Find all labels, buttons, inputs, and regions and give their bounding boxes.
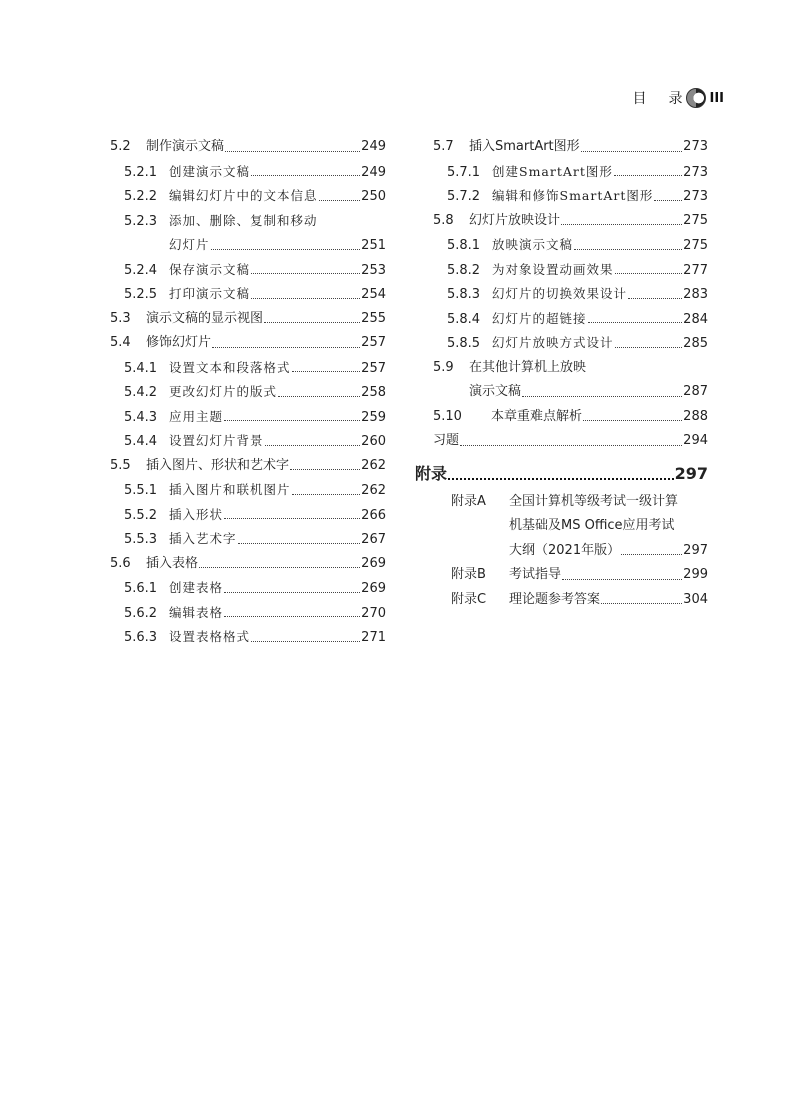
entry-number: 5.7.2 [447,189,481,204]
toc-entry[interactable] [110,429,386,454]
entry-number: 5.7 [433,139,454,154]
entry-page: 288 [683,408,708,424]
entry-title: 习题 [433,433,460,448]
toc-entry[interactable] [110,209,386,234]
leader-dots [561,224,682,225]
entry-page: 273 [683,189,708,204]
toc-entry[interactable] [433,258,708,283]
entry-title: 放映演示文稿 [492,237,574,252]
leader-dots [574,249,682,250]
toc-entry[interactable] [110,527,386,552]
toc-entry[interactable] [110,184,386,209]
leader-dots [251,298,360,299]
entry-number: 附录B [451,567,486,582]
entry-title: 幻灯片放映方式设计 [492,335,614,350]
toc-entry[interactable] [110,454,386,479]
entry-title: 插入图片、形状和艺术字 [146,457,290,473]
leader-dots [621,554,682,555]
toc-entry[interactable] [110,503,386,528]
appendix-page: 297 [674,463,708,483]
appendix-entry-continued[interactable] [433,514,708,539]
entry-number: 5.2.3 [124,213,158,229]
entry-number: 5.4.3 [124,409,158,425]
leader-dots [199,567,360,568]
entry-number: 5.8.3 [447,287,481,302]
leader-dots [265,445,361,446]
leader-dots [460,445,682,446]
entry-page: 294 [683,433,708,448]
entry-number: 5.4.2 [124,385,158,400]
entry-page: 269 [361,581,386,596]
leader-dots [522,396,682,397]
entry-number: 5.6.2 [124,605,158,621]
toc-entry[interactable] [433,160,708,185]
leader-dots [225,151,360,152]
toc-entry[interactable] [433,233,708,258]
entry-number: 5.2.4 [124,262,158,278]
entry-number: 5.8.5 [447,336,481,351]
entry-title: 幻灯片的切换效果设计 [492,286,628,301]
entry-number: 5.8.2 [447,262,481,278]
entry-page: 257 [361,360,386,376]
toc-entry[interactable] [433,209,708,234]
entry-title: 插入形状 [169,506,224,522]
entry-title: 制作演示文稿 [146,139,225,154]
leader-dots [251,175,360,176]
leader-dots [211,249,361,250]
entry-title-continued: 演示文稿 [469,384,522,399]
entry-page: 269 [361,555,386,571]
entry-page: 250 [361,189,386,204]
entry-page: 271 [361,630,386,645]
entry-page: 297 [683,542,708,558]
leader-dots [292,371,361,372]
entry-title: 在其他计算机上放映 [469,359,587,375]
leader-dots [601,603,682,604]
disc-icon [686,88,706,108]
toc-entry[interactable] [433,356,708,381]
toc-entry[interactable] [110,356,386,381]
leader-dots [614,175,682,176]
entry-title: 全国计算机等级考试一级计算 [509,493,679,509]
leader-dots [292,494,361,495]
entry-page: 285 [683,336,708,351]
entry-title: 编辑表格 [169,604,224,620]
header-title-1: 目 [632,91,647,107]
entry-page: 267 [361,532,386,547]
entry-page: 254 [361,287,386,302]
entry-title: 创建表格 [169,580,224,595]
entry-title: 插入SmartArt图形 [469,139,580,154]
leader-dots [224,592,360,593]
toc-entry[interactable] [110,601,386,626]
leader-dots [628,298,682,299]
leader-dots [615,347,683,348]
toc-entry-continued[interactable] [110,233,386,258]
entry-number: 5.6 [110,555,131,571]
entry-title: 应用主题 [169,408,224,424]
entry-number: 5.2.2 [124,189,158,204]
entry-page: 262 [361,483,386,498]
entry-title: 插入图片和联机图片 [169,482,291,497]
entry-title: 创建SmartArt图形 [492,163,613,179]
toc-left-column [110,135,386,650]
toc-entry[interactable] [433,331,708,356]
entry-title: 本章重难点解析 [491,408,583,424]
entry-number: 5.5.3 [124,532,158,547]
entry-page: 249 [361,164,386,180]
entry-page: 275 [683,238,708,253]
leader-dots [224,420,360,421]
entry-page: 266 [361,507,386,523]
leader-dots [588,322,683,323]
toc-entry[interactable] [110,282,386,307]
entry-title: 插入艺术字 [169,531,237,546]
entry-title: 设置幻灯片背景 [169,433,264,448]
toc-entry[interactable] [433,307,708,332]
toc-entry[interactable] [110,576,386,601]
toc-entry[interactable] [110,380,386,405]
entry-title-continued: 大纲（2021年版） [509,542,621,558]
entry-page: 304 [683,591,708,607]
entry-title: 考试指导 [509,567,562,582]
leader-dots [251,273,360,274]
entry-number: 5.8.1 [447,238,481,253]
entry-page: 277 [683,262,708,278]
entry-number: 5.8.4 [447,311,481,327]
entry-page: 283 [683,287,708,302]
entry-page: 257 [361,335,386,350]
leader-dots [654,200,682,201]
entry-title: 保存演示文稿 [169,261,251,277]
entry-number: 5.6.1 [124,581,158,596]
entry-number: 5.3 [110,310,131,326]
entry-number: 5.4.1 [124,360,158,376]
leader-dots [581,151,683,152]
entry-title: 修饰幻灯片 [146,335,212,350]
appendix-heading[interactable] [415,458,708,490]
entry-title: 编辑幻灯片中的文本信息 [169,188,318,203]
leader-dots [319,200,361,201]
entry-number: 5.9 [433,359,454,375]
entry-number: 5.2.1 [124,164,158,180]
entry-page: 260 [361,434,386,449]
entry-number: 5.4.4 [124,434,158,449]
entry-title: 编辑和修饰SmartArt图形 [492,188,654,203]
entry-title: 设置文本和段落格式 [169,359,291,375]
leader-dots [448,478,674,480]
entry-title: 演示文稿的显示视图 [146,310,264,326]
entry-title: 设置表格格式 [169,629,251,644]
leader-dots [278,396,360,397]
entry-number: 5.5.1 [124,483,158,498]
leader-dots [212,347,360,348]
entry-title: 打印演示文稿 [169,286,251,301]
entry-page: 251 [361,238,386,253]
header-title-2: 录 [668,91,683,107]
entry-page: 287 [683,384,708,399]
entry-title: 幻灯片放映设计 [469,212,561,228]
page-header [632,88,724,108]
entry-title: 为对象设置动画效果 [492,261,614,277]
entry-title-continued: 幻灯片 [169,237,210,252]
leader-dots [290,469,360,470]
leader-dots [615,273,683,274]
entry-number: 5.7.1 [447,164,481,180]
entry-page: 262 [361,457,386,473]
entry-number: 附录A [451,493,486,509]
toc-entry[interactable] [110,307,386,332]
entry-number: 5.6.3 [124,630,158,645]
entry-number: 5.2 [110,139,131,154]
toc-entry[interactable] [110,552,386,577]
leader-dots [238,543,361,544]
entry-title: 理论题参考答案 [509,591,601,607]
entry-page: 253 [361,262,386,278]
appendix-entry-continued[interactable] [433,539,708,564]
leader-dots [583,420,682,421]
entry-page: 275 [683,212,708,228]
leader-dots [224,616,360,617]
leader-dots [224,518,360,519]
toc-entry[interactable] [433,184,708,209]
toc-entry[interactable] [110,135,386,160]
toc-entry[interactable] [110,478,386,503]
toc-entry-continued[interactable] [433,380,708,405]
entry-title-continued: 机基础及MS Office应用考试 [509,518,675,533]
leader-dots [264,322,360,323]
leader-dots [562,579,682,580]
leader-dots [251,641,360,642]
header-page-number: III [709,90,724,106]
entry-title: 更改幻灯片的版式 [169,384,278,399]
appendix-entry[interactable] [433,563,708,588]
toc-entry[interactable] [433,429,708,454]
entry-number: 5.10 [433,408,462,424]
appendix-entry[interactable] [433,588,708,613]
entry-number: 5.5 [110,457,131,473]
toc-entry[interactable] [110,160,386,185]
toc-entry[interactable] [110,625,386,650]
entry-number: 附录C [451,591,487,607]
toc-entry[interactable] [110,331,386,356]
appendix-entry[interactable] [433,490,708,515]
toc-right-column [415,135,708,612]
entry-page: 255 [361,310,386,326]
entry-number: 5.4 [110,335,131,350]
entry-page: 284 [683,311,708,327]
entry-title: 幻灯片的超链接 [492,310,587,326]
toc-entry[interactable] [433,135,708,160]
entry-title: 插入表格 [146,555,199,571]
entry-title: 添加、删除、复制和移动 [169,212,318,228]
entry-page: 259 [361,409,386,425]
entry-number: 5.8 [433,212,454,228]
entry-page: 273 [683,164,708,180]
toc-entry[interactable] [433,405,708,430]
entry-page: 299 [683,567,708,582]
appendix-title: 附录 [415,463,448,483]
toc-entry[interactable] [433,282,708,307]
entry-page: 270 [361,605,386,621]
toc-entry[interactable] [110,258,386,283]
entry-number: 5.5.2 [124,507,158,523]
toc-entry[interactable] [110,405,386,430]
entry-page: 258 [361,385,386,400]
entry-page: 249 [361,139,386,154]
entry-page: 273 [683,139,708,154]
entry-number: 5.2.5 [124,287,158,302]
entry-title: 创建演示文稿 [169,163,251,179]
